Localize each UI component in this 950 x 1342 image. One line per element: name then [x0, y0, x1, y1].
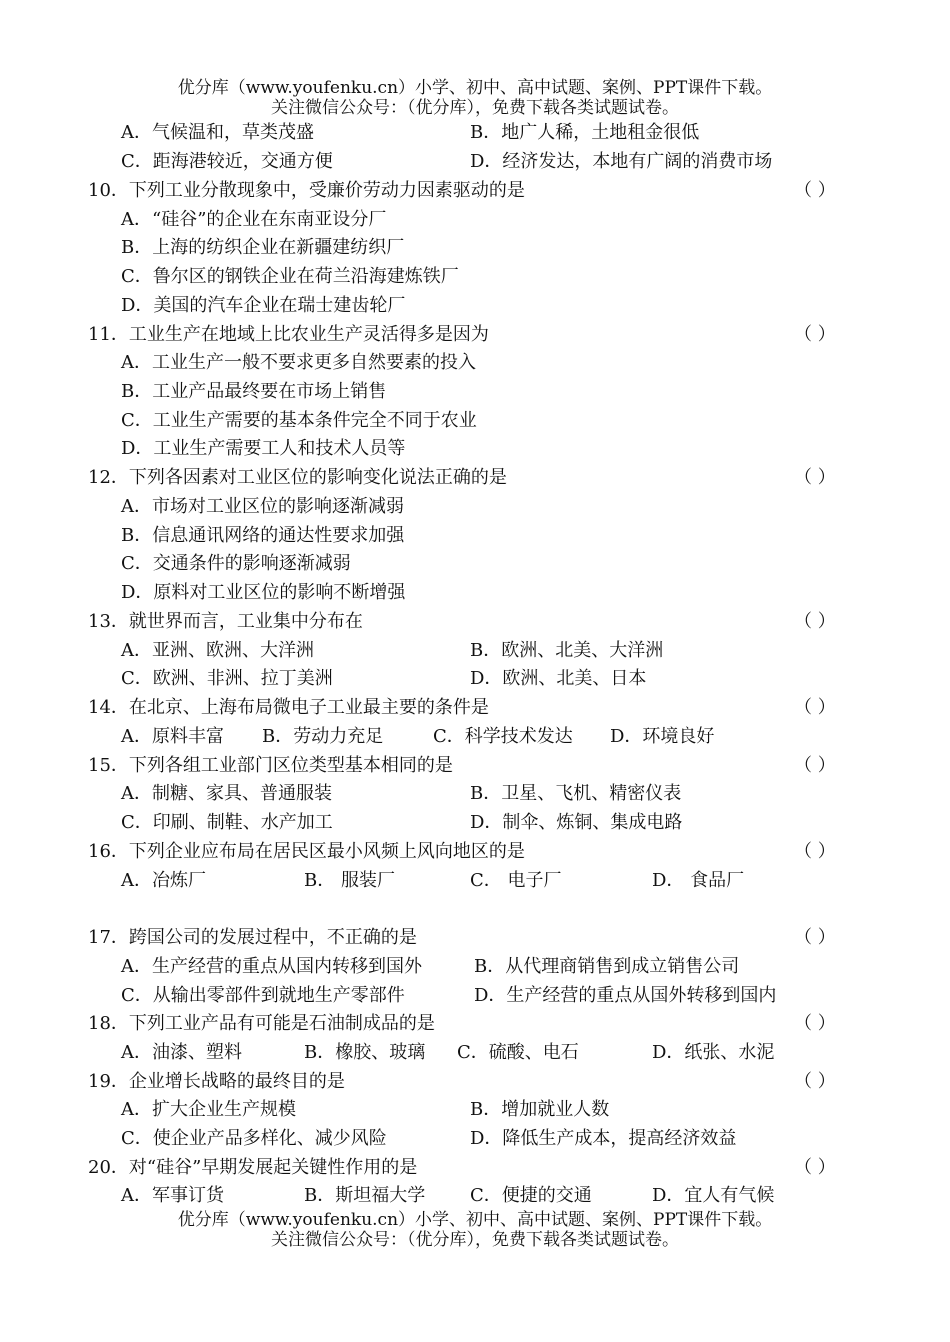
option-a: A．工业生产一般不要求更多自然要素的投入 [121, 352, 476, 373]
option-c: C．印刷、制鞋、水产加工 [121, 812, 333, 833]
option-a: A．制糖、家具、普通服装 [121, 783, 332, 804]
q17-row-cd [0, 981, 950, 1010]
option-b: B．上海的纺织企业在新疆建纺织厂 [121, 237, 405, 258]
q12-row-c [0, 549, 950, 578]
q11-row-d [0, 434, 950, 463]
option-c: C．鲁尔区的钢铁企业在荷兰沿海建炼铁厂 [121, 266, 459, 287]
option-b: B．信息通讯网络的通达性要求加强 [121, 525, 405, 546]
option-d: D．宜人有气候 [652, 1185, 775, 1206]
option-d: D．制伞、炼铜、集成电路 [470, 812, 683, 833]
footer-line-1: 优分库（www.youfenku.cn）小学、初中、高中试题、案例、PPT课件下载。 [177, 1210, 773, 1230]
answer-blank: （ ） [794, 1071, 836, 1092]
q19-row-cd [0, 1124, 950, 1153]
option-d: D．美国的汽车企业在瑞士建齿轮厂 [121, 295, 406, 316]
option-b: B．橡胶、玻璃 [304, 1042, 426, 1063]
option-b: B．欧洲、北美、大洋洲 [470, 640, 664, 661]
option-d: D．环境良好 [610, 726, 715, 747]
option-c: C．交通条件的影响逐渐减弱 [121, 553, 351, 574]
option-a: A．原料丰富 [121, 726, 224, 747]
question-stem: 15．下列各组工业部门区位类型基本相同的是 [88, 755, 453, 776]
option-c: C．使企业产品多样化、减少风险 [121, 1128, 387, 1149]
q12-row-d [0, 578, 950, 607]
question-10 [0, 176, 950, 205]
option-b: B．增加就业人数 [470, 1099, 610, 1120]
question-stem: 10．下列工业分散现象中，受廉价劳动力因素驱动的是 [88, 180, 525, 201]
question-stem: 18．下列工业产品有可能是石油制成品的是 [88, 1013, 435, 1034]
option-d: D．经济发达，本地有广阔的消费市场 [470, 151, 773, 172]
option-a: A．市场对工业区位的影响逐渐减弱 [121, 496, 404, 517]
q15-row-cd [0, 808, 950, 837]
option-c: C．科学技术发达 [433, 726, 573, 747]
q14-row-abcd [0, 722, 950, 751]
option-a: A．“硅谷”的企业在东南亚设分厂 [121, 209, 387, 230]
question-14 [0, 693, 950, 722]
option-a: A．生产经营的重点从国内转移到国外 [121, 956, 422, 977]
option-d: D． 食品厂 [652, 870, 745, 891]
option-b: B．斯坦福大学 [304, 1185, 426, 1206]
question-18 [0, 1009, 950, 1038]
option-c: C．从输出零部件到就地生产零部件 [121, 985, 405, 1006]
question-11 [0, 320, 950, 349]
option-c: C．硫酸、电石 [457, 1042, 579, 1063]
carryover-row-1 [0, 118, 950, 147]
option-b: B．劳动力充足 [262, 726, 384, 747]
answer-blank: （ ） [794, 697, 836, 718]
option-b: B．工业产品最终要在市场上销售 [121, 381, 387, 402]
q16-row-abcd [0, 866, 950, 895]
option-d: D．纸张、水泥 [652, 1042, 775, 1063]
q10-row-b [0, 233, 950, 262]
q11-row-c [0, 406, 950, 435]
option-c: C．便捷的交通 [470, 1185, 592, 1206]
q12-row-b [0, 521, 950, 550]
option-a: A．亚洲、欧洲、大洋洲 [121, 640, 314, 661]
question-20 [0, 1153, 950, 1182]
answer-blank: （ ） [794, 467, 836, 488]
q19-row-ab [0, 1095, 950, 1124]
question-stem: 12．下列各因素对工业区位的影响变化说法正确的是 [88, 467, 507, 488]
question-stem: 19．企业增长战略的最终目的是 [88, 1071, 345, 1092]
question-15 [0, 751, 950, 780]
option-c: C． 电子厂 [470, 870, 562, 891]
answer-blank: （ ） [794, 324, 836, 345]
question-stem: 16．下列企业应布局在居民区最小风频上风向地区的是 [88, 841, 525, 862]
q10-row-a [0, 205, 950, 234]
question-stem: 14．在北京、上海布局微电子工业最主要的条件是 [88, 697, 489, 718]
question-17 [0, 923, 950, 952]
question-stem: 17．跨国公司的发展过程中，不正确的是 [88, 927, 417, 948]
answer-blank: （ ） [794, 927, 836, 948]
option-a: A．冶炼厂 [121, 870, 206, 891]
header-line-2: 关注微信公众号：（优分库），免费下载各类试题试卷。 [271, 98, 679, 118]
option-d: D．降低生产成本，提高经济效益 [470, 1128, 737, 1149]
question-16 [0, 837, 950, 866]
footer-line-2: 关注微信公众号：（优分库），免费下载各类试题试卷。 [271, 1230, 679, 1250]
answer-blank: （ ） [794, 1013, 836, 1034]
q20-row-abcd [0, 1181, 950, 1210]
option-d: D．生产经营的重点从国外转移到国内 [474, 985, 777, 1006]
option-d: D．原料对工业区位的影响不断增强 [121, 582, 406, 603]
q11-row-b [0, 377, 950, 406]
q13-row-ab [0, 636, 950, 665]
option-b: B．从代理商销售到成立销售公司 [474, 956, 740, 977]
option-a: A．军事订货 [121, 1185, 224, 1206]
option-a: A．油漆、塑料 [121, 1042, 242, 1063]
option-c: C．距海港较近，交通方便 [121, 151, 333, 172]
option-b: B．地广人稀，土地租金很低 [470, 122, 700, 143]
option-d: D．工业生产需要工人和技术人员等 [121, 438, 406, 459]
answer-blank: （ ） [794, 611, 836, 632]
answer-blank: （ ） [794, 755, 836, 776]
q10-row-d [0, 291, 950, 320]
answer-blank: （ ） [794, 1157, 836, 1178]
option-b: B． 服装厂 [304, 870, 395, 891]
q17-row-ab [0, 952, 950, 981]
option-c: C．工业生产需要的基本条件完全不同于农业 [121, 410, 477, 431]
option-a: A．气候温和，草类茂盛 [121, 122, 314, 143]
answer-blank: （ ） [794, 841, 836, 862]
q18-row-abcd [0, 1038, 950, 1067]
q10-row-c [0, 262, 950, 291]
question-12 [0, 463, 950, 492]
option-c: C．欧洲、非洲、拉丁美洲 [121, 668, 333, 689]
question-stem: 20．对“硅谷”早期发展起关键性作用的是 [88, 1157, 418, 1178]
question-stem: 13．就世界而言，工业集中分布在 [88, 611, 363, 632]
q13-row-cd [0, 664, 950, 693]
option-d: D．欧洲、北美、日本 [470, 668, 647, 689]
carryover-row-2 [0, 147, 950, 176]
option-a: A．扩大企业生产规模 [121, 1099, 296, 1120]
q12-row-a [0, 492, 950, 521]
question-13 [0, 607, 950, 636]
question-19 [0, 1067, 950, 1096]
option-b: B．卫星、飞机、精密仪表 [470, 783, 682, 804]
q11-row-a [0, 348, 950, 377]
question-stem: 11．工业生产在地域上比农业生产灵活得多是因为 [88, 324, 489, 345]
answer-blank: （ ） [794, 180, 836, 201]
header-line-1: 优分库（www.youfenku.cn）小学、初中、高中试题、案例、PPT课件下载。 [177, 78, 773, 98]
q15-row-ab [0, 779, 950, 808]
